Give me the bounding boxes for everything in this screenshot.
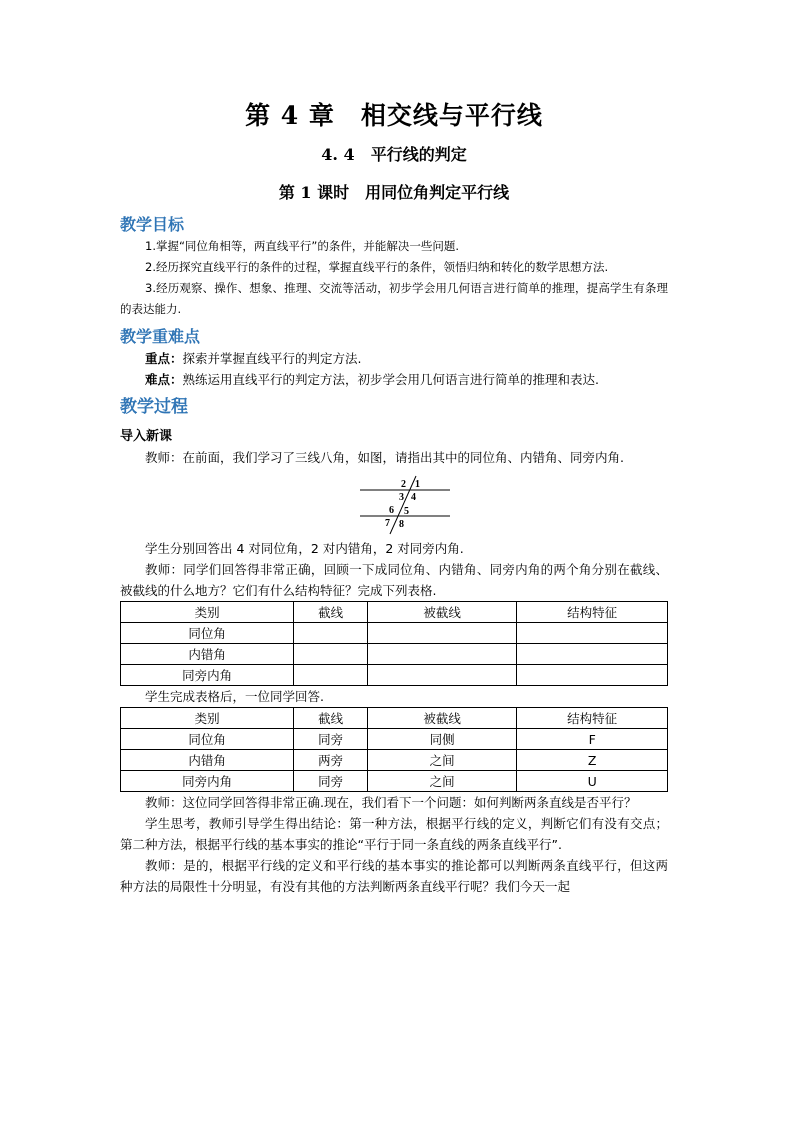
chapter-title: 第 4 章 相交线与平行线 <box>245 101 543 130</box>
angle-label: 4 <box>411 492 416 503</box>
table-cell: 同旁 <box>294 771 367 792</box>
table-cell <box>517 665 668 686</box>
table-cell: U <box>517 771 668 792</box>
table-cell: 两旁 <box>294 750 367 771</box>
angle-label: 6 <box>389 505 394 516</box>
table-cell: F <box>517 729 668 750</box>
focus-text: 探索并掌握直线平行的判定方法. <box>182 351 362 366</box>
table-cell: 之间 <box>367 750 517 771</box>
objectives-heading: 教学目标 <box>120 215 185 234</box>
difficulty-line <box>120 369 668 390</box>
paragraph: 教师：同学们回答得非常正确，回顾一下成同位角、内错角、同旁内角的两个角分别在截线、被截线的什么地方？它们有什么结构特征？完成下列表格. <box>120 562 668 598</box>
table-cell: 之间 <box>367 771 517 792</box>
paragraph: 教师：是的，根据平行线的定义和平行线的基本事实的推论都可以判断两条直线平行，但这两种方法的局限性十分明显，有没有其他的方法判断两条直线平行呢？我们今天一起 <box>120 858 668 894</box>
angle-label: 1 <box>415 479 420 490</box>
table-row <box>121 750 668 771</box>
section-title: 4. 4 平行线的判定 <box>321 145 467 164</box>
blank-angle-table <box>120 601 668 686</box>
table-cell: 同旁内角 <box>121 665 294 686</box>
angle-label: 7 <box>385 518 390 529</box>
table-cell: 同侧 <box>367 729 517 750</box>
difficulty-label: 难点： <box>145 372 183 387</box>
key-points-heading: 教学重难点 <box>120 327 201 346</box>
focus-label: 重点： <box>145 351 183 366</box>
paragraph: 教师：这位同学回答得非常正确.现在，我们看下一个问题：如何判断两条直线是否平行？ <box>145 795 637 810</box>
paragraph: 教师：在前面，我们学习了三线八角，如图，请指出其中的同位角、内错角、同旁内角. <box>145 450 624 465</box>
transversal-diagram <box>356 474 452 536</box>
process-heading: 教学过程 <box>120 397 188 417</box>
table-cell <box>294 623 367 644</box>
filled-angle-table <box>120 707 668 792</box>
table-row <box>121 644 668 665</box>
table-header: 类别 <box>121 602 294 623</box>
paragraph: 学生分别回答出 4 对同位角，2 对内错角，2 对同旁内角. <box>145 541 464 556</box>
table-header: 结构特征 <box>517 708 668 729</box>
table-header: 截线 <box>294 602 367 623</box>
table-cell <box>517 623 668 644</box>
table-row <box>121 729 668 750</box>
table-cell: 内错角 <box>121 644 294 665</box>
table-header: 结构特征 <box>517 602 668 623</box>
table-cell <box>294 665 367 686</box>
objective-item: 2.经历探究直线平行的条件的过程，掌握直线平行的条件，领悟归纳和转化的数学思想方法. <box>145 260 609 274</box>
intro-heading: 导入新课 <box>120 429 173 444</box>
table-cell <box>367 623 517 644</box>
objective-item: 1.掌握“同位角相等，两直线平行”的条件，并能解决一些问题. <box>145 239 460 253</box>
table-cell: 同旁内角 <box>121 771 294 792</box>
table-row <box>121 623 668 644</box>
table-cell: 同位角 <box>121 623 294 644</box>
lesson-title: 第 1 课时 用同位角判定平行线 <box>278 183 510 202</box>
table-header: 截线 <box>294 708 367 729</box>
document-page <box>120 98 668 897</box>
table-cell <box>294 644 367 665</box>
table-cell: 同旁 <box>294 729 367 750</box>
table-header-row <box>121 602 668 623</box>
table-row <box>121 771 668 792</box>
difficulty-text: 熟练运用直线平行的判定方法，初步学会用几何语言进行简单的推理和表达. <box>182 372 599 387</box>
paragraph: 学生思考，教师引导学生得出结论：第一种方法，根据平行线的定义，判断它们有没有交点；第二种方法，根据平行线的基本事实的推论“平行于同一条直线的两条直线平行”. <box>120 816 668 852</box>
table-cell <box>517 644 668 665</box>
table-header: 类别 <box>121 708 294 729</box>
table-cell <box>367 644 517 665</box>
three-lines-figure <box>120 474 668 536</box>
focus-line <box>120 348 668 369</box>
angle-label: 3 <box>399 492 404 503</box>
table-cell: Z <box>517 750 668 771</box>
table-cell: 内错角 <box>121 750 294 771</box>
paragraph: 学生完成表格后，一位同学回答. <box>145 689 324 704</box>
table-cell: 同位角 <box>121 729 294 750</box>
angle-label: 8 <box>399 519 404 530</box>
objective-item: 3.经历观察、操作、想象、推理、交流等活动，初步学会用几何语言进行简单的推理，提高学生有条理的表达能力. <box>120 281 668 316</box>
table-header: 被截线 <box>367 602 517 623</box>
table-row <box>121 665 668 686</box>
table-header: 被截线 <box>367 708 517 729</box>
table-cell <box>367 665 517 686</box>
table-header-row <box>121 708 668 729</box>
angle-label: 2 <box>401 479 406 490</box>
angle-label: 5 <box>404 506 409 517</box>
